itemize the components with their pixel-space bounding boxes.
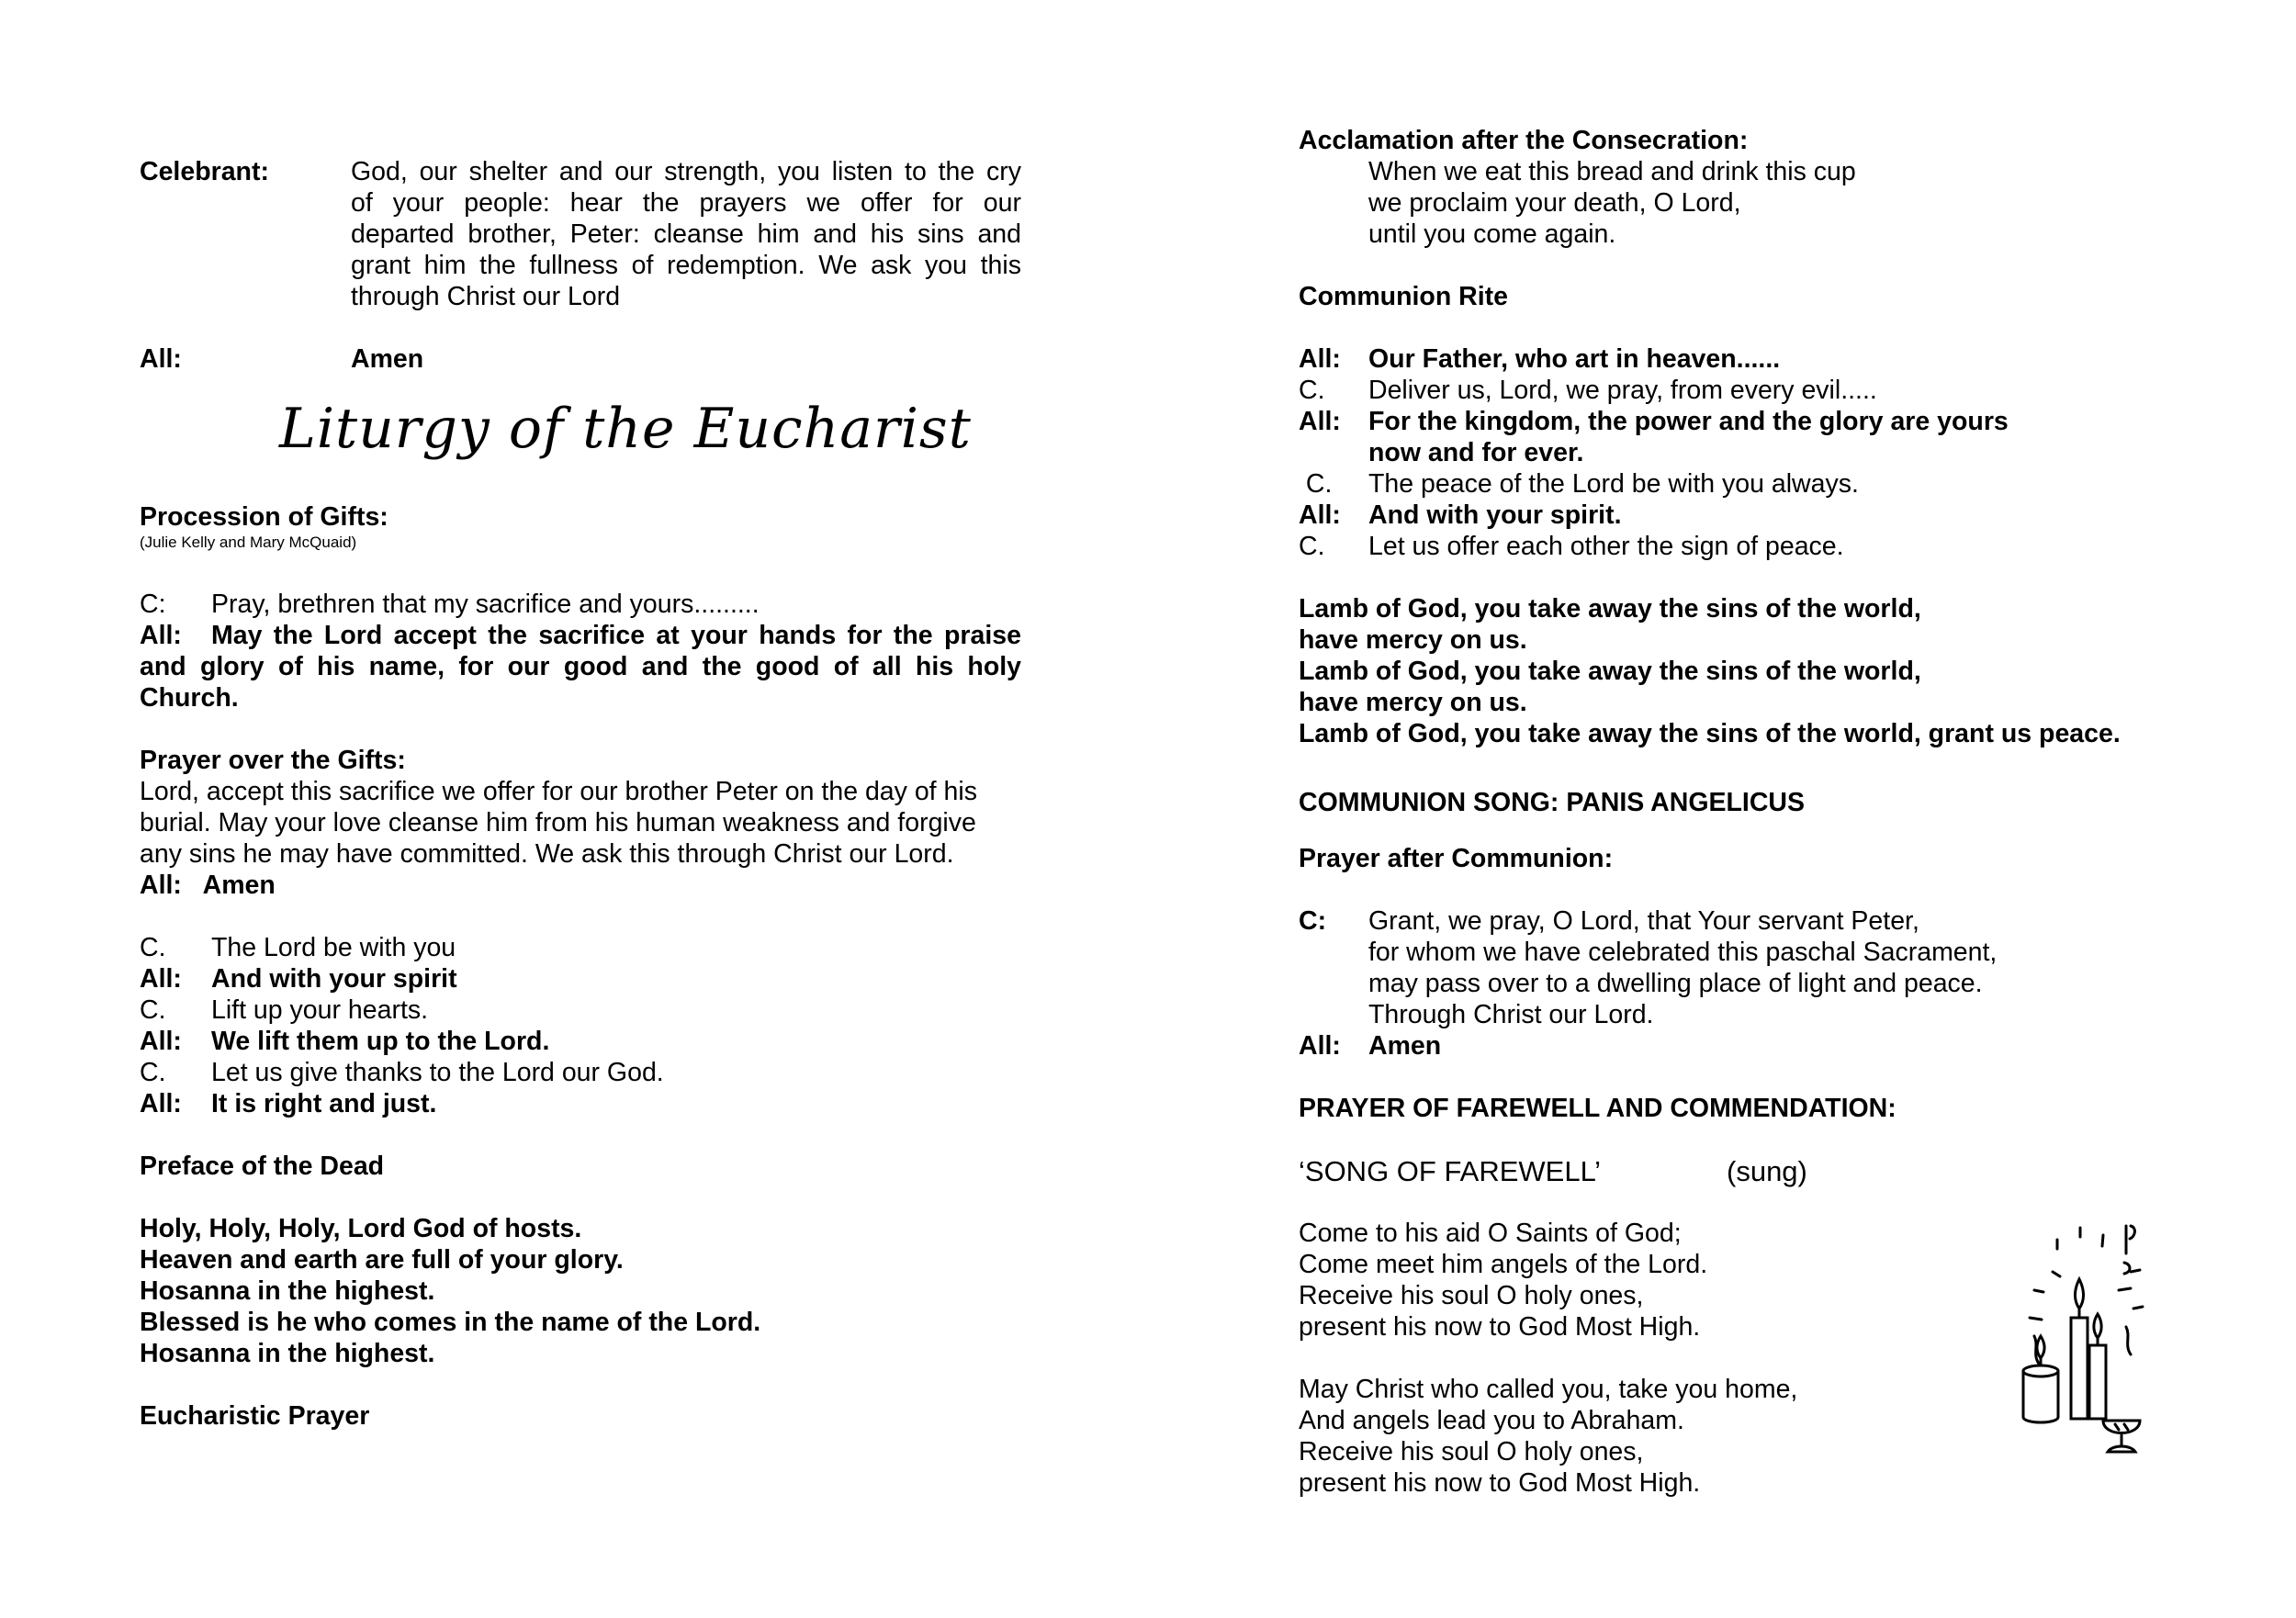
- agnus-line: have mercy on us.: [1299, 625, 1527, 655]
- sanctus-line: Hosanna in the highest.: [140, 1339, 435, 1368]
- agnus-line: Lamb of God, you take away the sins of the world,: [1299, 657, 1921, 686]
- communion-text: And with your spirit.: [1368, 500, 1622, 530]
- after-line: may pass over to a dwelling place of light and peace.: [1368, 969, 1983, 998]
- dialogue-text: And with your spirit: [211, 964, 457, 994]
- after-line: Through Christ our Lord.: [1368, 1000, 1654, 1029]
- celebrant-line: God, our shelter and our strength, you listen to the cry: [351, 157, 1021, 186]
- gifts-all-amen: All: Amen: [140, 871, 276, 900]
- communion-label: C.: [1299, 532, 1325, 561]
- verse-line: present his now to God Most High.: [1299, 1468, 1701, 1498]
- after-all-label: All:: [1299, 1031, 1341, 1061]
- gifts-line: burial. May your love cleanse him from his human weakness and forgive: [140, 808, 976, 837]
- dialogue-text: Lift up your hearts.: [211, 995, 429, 1025]
- celebrant-line: departed brother, Peter: cleanse him and his sins and: [351, 219, 1021, 249]
- after-label: C:: [1299, 906, 1327, 936]
- dialogue-label: C.: [140, 933, 166, 962]
- acclamation-heading: Acclamation after the Consecration:: [1299, 126, 1749, 155]
- after-communion-heading: Prayer after Communion:: [1299, 844, 1614, 873]
- verse-line: Come to his aid O Saints of God;: [1299, 1219, 1682, 1248]
- all-label: All:: [140, 344, 182, 374]
- response-line: Church.: [140, 683, 239, 713]
- communion-text: Deliver us, Lord, we pray, from every evil.....: [1368, 376, 1877, 405]
- dialogue-text: We lift them up to the Lord.: [211, 1027, 550, 1056]
- sanctus-line: Hosanna in the highest.: [140, 1276, 435, 1306]
- pray-text: Pray, brethren that my sacrifice and yours.........: [211, 590, 760, 619]
- communion-label: C.: [1299, 376, 1325, 405]
- section-title: Liturgy of the Eucharist: [279, 397, 972, 461]
- after-line: for whom we have celebrated this paschal Sacrament,: [1368, 938, 1998, 967]
- response-label: All:: [140, 621, 182, 650]
- dialogue-text: The Lord be with you: [211, 933, 456, 962]
- acclamation-line: we proclaim your death, O Lord,: [1368, 188, 1741, 218]
- pray-label: C:: [140, 590, 166, 619]
- communion-text: For the kingdom, the power and the glory are yours: [1368, 407, 2009, 436]
- verse-line: And angels lead you to Abraham.: [1299, 1406, 1684, 1435]
- communion-heading: Communion Rite: [1299, 282, 1508, 311]
- gifts-line: any sins he may have committed. We ask this through Christ our Lord.: [140, 839, 954, 869]
- response-line: and glory of his name, for our good and the good of all his holy: [140, 652, 1021, 681]
- communion-text: Let us offer each other the sign of peace.: [1368, 532, 1844, 561]
- verse-line: present his now to God Most High.: [1299, 1312, 1701, 1342]
- response-line: May the Lord accept the sacrifice at your hands for the praise: [211, 621, 1021, 650]
- preface-heading: Preface of the Dead: [140, 1152, 385, 1181]
- verse-line: May Christ who called you, take you home,: [1299, 1375, 1798, 1404]
- communion-label: All:: [1299, 500, 1341, 530]
- agnus-line: have mercy on us.: [1299, 688, 1527, 717]
- amen-response: Amen: [351, 344, 424, 374]
- communion-song: COMMUNION SONG: PANIS ANGELICUS: [1299, 788, 1806, 817]
- procession-heading: Procession of Gifts:: [140, 502, 388, 532]
- communion-text: now and for ever.: [1368, 438, 1584, 467]
- dialogue-text: Let us give thanks to the Lord our God.: [211, 1058, 664, 1087]
- procession-note: (Julie Kelly and Mary McQuaid): [140, 534, 357, 551]
- communion-label: All:: [1299, 407, 1341, 436]
- dialogue-label: All:: [140, 964, 182, 994]
- dialogue-text: It is right and just.: [211, 1089, 437, 1118]
- celebrant-label: Celebrant:: [140, 157, 269, 186]
- candles-icon: [2016, 1217, 2154, 1465]
- celebrant-line: of your people: hear the prayers we offer for our: [351, 188, 1021, 218]
- communion-text: Our Father, who art in heaven......: [1368, 344, 1781, 374]
- after-amen: Amen: [1368, 1031, 1442, 1061]
- eucharistic-heading: Eucharistic Prayer: [140, 1401, 370, 1431]
- celebrant-line: grant him the fullness of redemption. We ask you this: [351, 251, 1021, 280]
- acclamation-line: When we eat this bread and drink this cup: [1368, 157, 1856, 186]
- sanctus-line: Heaven and earth are full of your glory.: [140, 1245, 624, 1275]
- communion-text: The peace of the Lord be with you always.: [1368, 469, 1859, 499]
- dialogue-label: All:: [140, 1027, 182, 1056]
- verse-line: Receive his soul O holy ones,: [1299, 1281, 1644, 1310]
- communion-label: All:: [1299, 344, 1341, 374]
- sanctus-line: Blessed is he who comes in the name of the Lord.: [140, 1308, 761, 1337]
- acclamation-line: until you come again.: [1368, 219, 1616, 249]
- after-line: Grant, we pray, O Lord, that Your servant Peter,: [1368, 906, 1919, 936]
- dialogue-label: C.: [140, 1058, 166, 1087]
- song-title: ‘SONG OF FAREWELL’: [1299, 1155, 1602, 1187]
- song-note: (sung): [1727, 1155, 1807, 1187]
- verse-line: Come meet him angels of the Lord.: [1299, 1250, 1708, 1279]
- farewell-heading: PRAYER OF FAREWELL AND COMMENDATION:: [1299, 1094, 1896, 1123]
- dialogue-label: C.: [140, 995, 166, 1025]
- verse-line: Receive his soul O holy ones,: [1299, 1437, 1644, 1466]
- celebrant-line: through Christ our Lord: [351, 282, 621, 311]
- sanctus-line: Holy, Holy, Holy, Lord God of hosts.: [140, 1214, 582, 1243]
- gifts-heading: Prayer over the Gifts:: [140, 746, 406, 775]
- gifts-line: Lord, accept this sacrifice we offer for our brother Peter on the day of his: [140, 777, 977, 806]
- communion-label: C.: [1299, 469, 1333, 499]
- agnus-line: Lamb of God, you take away the sins of the world,: [1299, 594, 1921, 624]
- dialogue-label: All:: [140, 1089, 182, 1118]
- agnus-line: Lamb of God, you take away the sins of the world, grant us peace.: [1299, 719, 2121, 748]
